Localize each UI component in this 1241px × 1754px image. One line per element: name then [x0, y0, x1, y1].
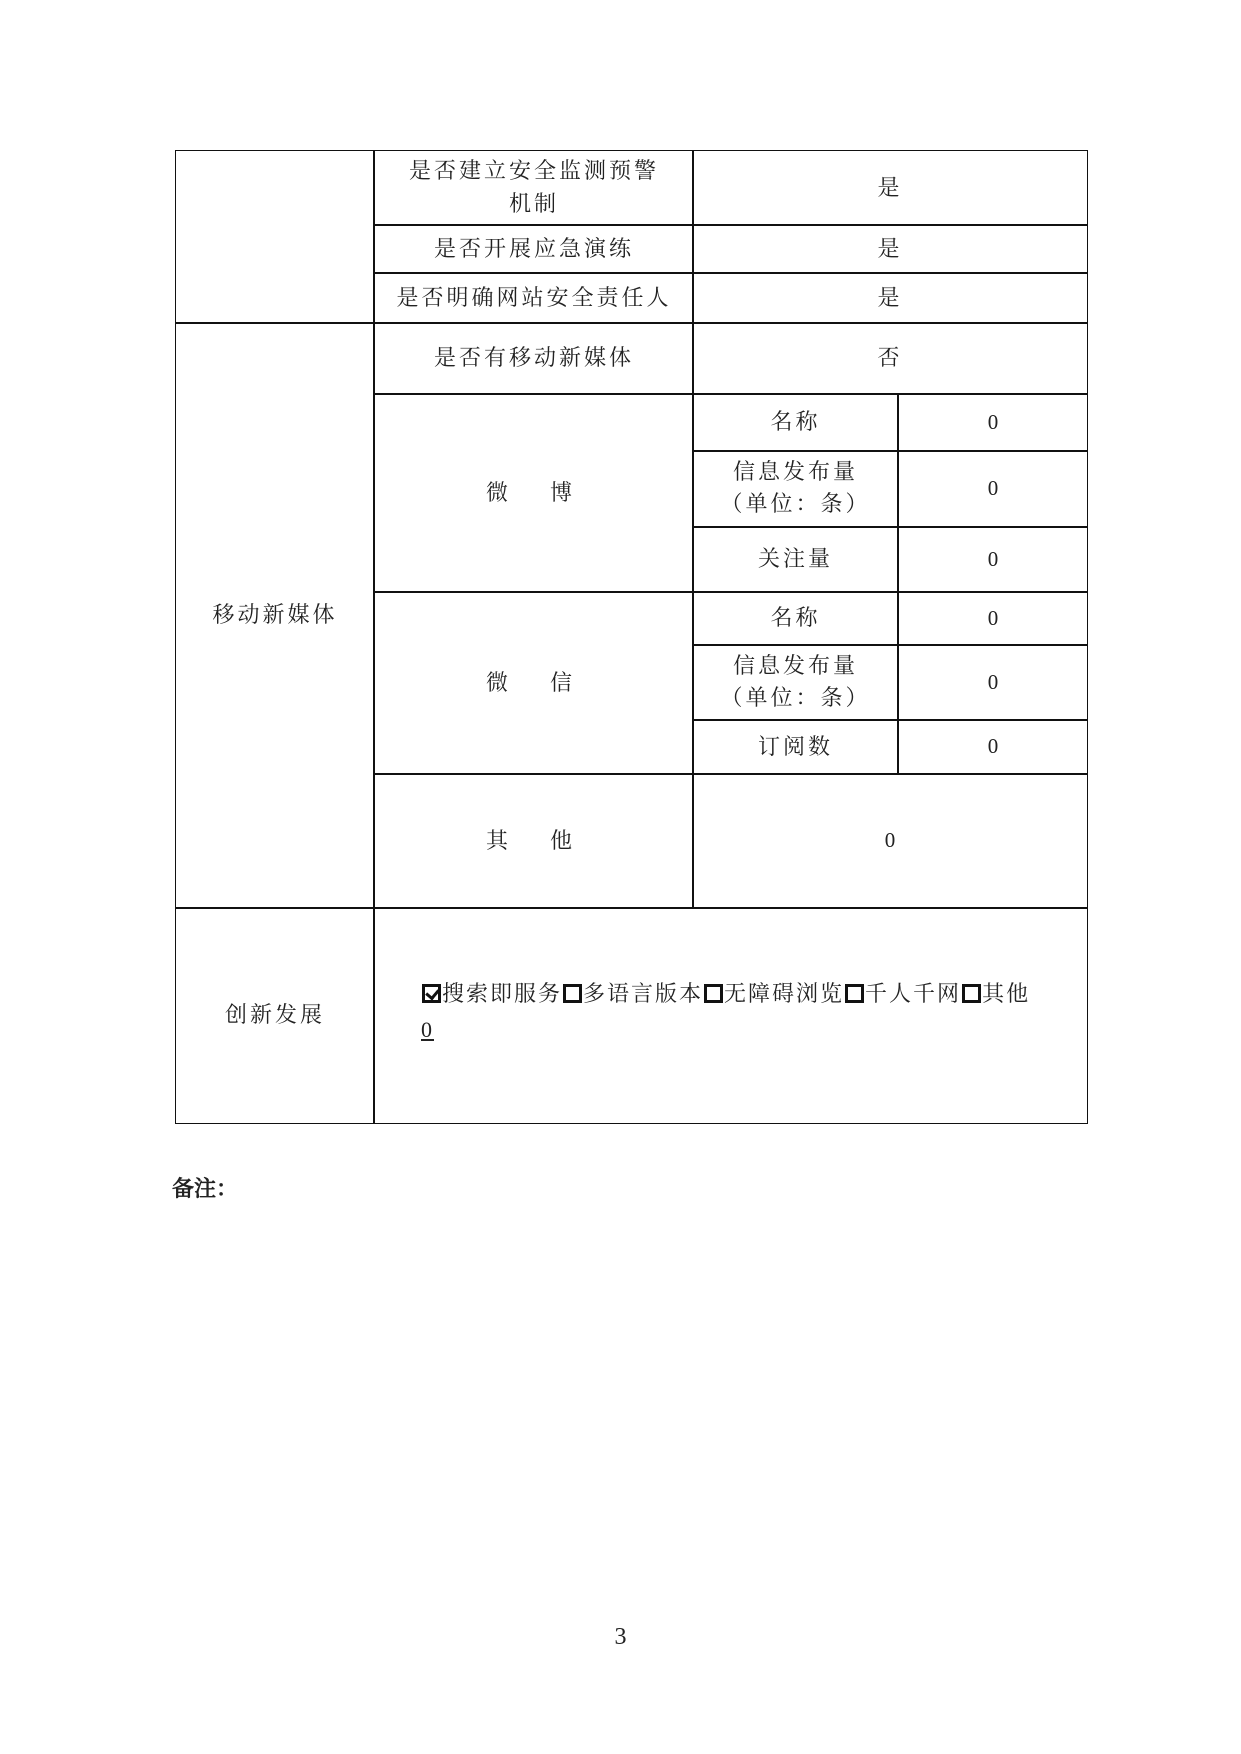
- security-group-label-cell: [175, 150, 375, 324]
- emergency-drill-value: 是: [692, 224, 1088, 274]
- wechat-subscribers-label: 订阅数: [692, 719, 899, 775]
- wechat-name-value: 0: [897, 591, 1088, 646]
- checkbox-accessibility-icon[interactable]: [704, 984, 723, 1003]
- remark-label: 备注：: [172, 1177, 239, 1202]
- wechat-subscribers-value: 0: [897, 719, 1088, 775]
- weibo-label: 微 博: [373, 393, 694, 593]
- security-monitoring-label: 是否建立安全监测预警 机制: [373, 150, 694, 226]
- mobile-media-section-label: 移动新媒体: [175, 322, 375, 909]
- wechat-posts-label: 信息发布量 （单位：条）: [692, 644, 899, 721]
- has-mobile-media-value: 否: [692, 322, 1088, 395]
- wechat-posts-value: 0: [897, 644, 1088, 721]
- weibo-posts-label: 信息发布量 （单位：条）: [692, 450, 899, 528]
- weibo-followers-value: 0: [897, 526, 1088, 593]
- weibo-followers-label: 关注量: [692, 526, 899, 593]
- other-media-value: 0: [692, 773, 1088, 909]
- weibo-name-value: 0: [897, 393, 1088, 452]
- weibo-name-label: 名称: [692, 393, 899, 452]
- other-media-label: 其 他: [373, 773, 694, 909]
- security-owner-value: 是: [692, 272, 1088, 324]
- wechat-name-label: 名称: [692, 591, 899, 646]
- security-owner-label: 是否明确网站安全责任人: [373, 272, 694, 324]
- weibo-posts-value: 0: [897, 450, 1088, 528]
- security-monitoring-value: 是: [692, 150, 1088, 226]
- innovation-other-value[interactable]: 0: [421, 1017, 434, 1043]
- emergency-drill-label: 是否开展应急演练: [373, 224, 694, 274]
- checkbox-search-service-icon[interactable]: [422, 984, 441, 1003]
- checkbox-other-icon[interactable]: [962, 984, 981, 1003]
- wechat-label: 微 信: [373, 591, 694, 775]
- checkbox-personalized-icon[interactable]: [845, 984, 864, 1003]
- innovation-options: 搜索即服务 多语言版本 无障碍浏览 千人千网 其他 0: [421, 982, 1031, 1043]
- has-mobile-media-label: 是否有移动新媒体: [373, 322, 694, 395]
- checkbox-multilingual-icon[interactable]: [563, 984, 582, 1003]
- page-number: 3: [614, 1624, 627, 1650]
- innovation-section-label: 创新发展: [175, 907, 375, 1124]
